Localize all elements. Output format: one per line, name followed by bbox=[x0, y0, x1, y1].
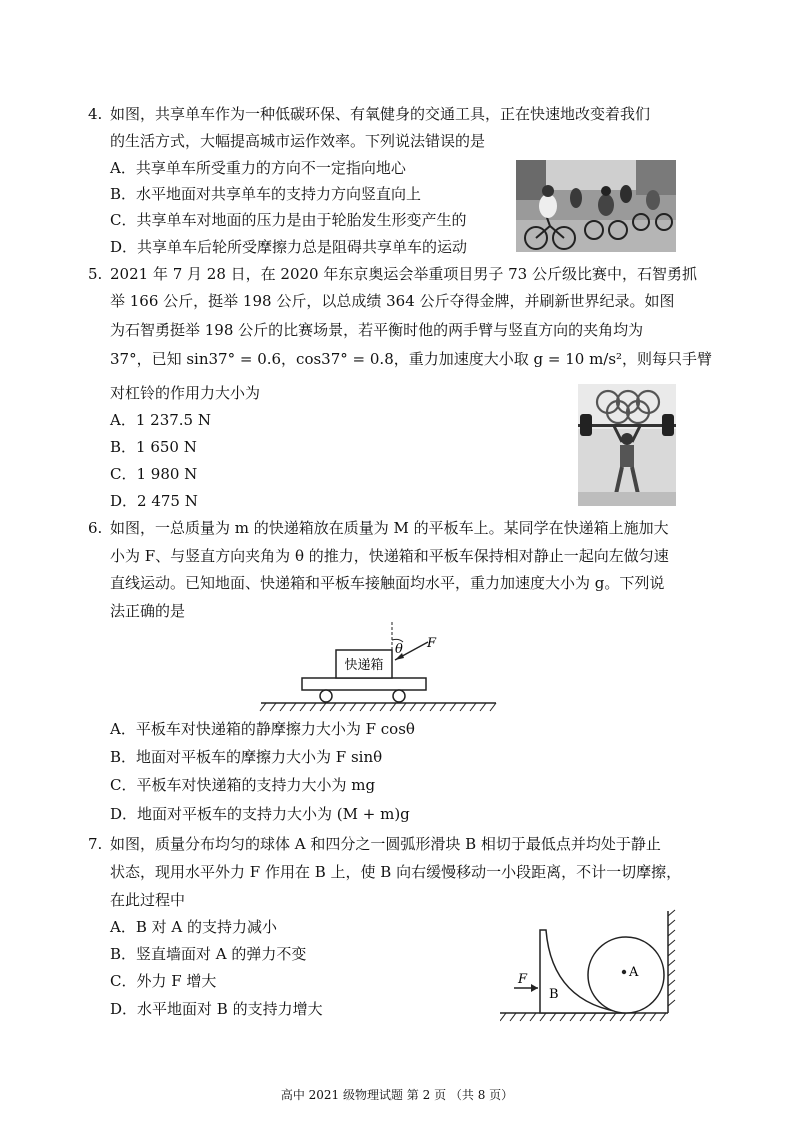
q7-stem-line-2: 状态，现用水平外力 F 作用在 B 上，使 B 向右缓慢移动一小段距离，不计一切摩擦， bbox=[110, 863, 682, 881]
q5-option-d: D．2 475 N bbox=[110, 492, 198, 510]
q6-option-d: D．地面对平板车的支持力大小为 (M + m)g bbox=[110, 805, 410, 823]
q6-stem-line-4: 法正确的是 bbox=[110, 602, 186, 620]
cart-wheel-left bbox=[320, 690, 332, 702]
force-f-label: F bbox=[427, 636, 437, 651]
parcel-box-label: 快递箱 bbox=[344, 658, 384, 673]
q6-number: 6. bbox=[88, 519, 103, 537]
q7-stem-line-1: 如图，质量分布均匀的球体 A 和四分之一圆弧形滑块 B 相切于最低点并均处于静止 bbox=[110, 835, 661, 853]
q5-stem-line-5: 对杠铃的作用力大小为 bbox=[110, 384, 261, 402]
q5-option-c: C．1 980 N bbox=[110, 465, 198, 483]
q5-stem-line-4: 37°，已知 sin37° = 0.6，cos37° = 0.8，重力加速度大小取 g = 10 m/s²，则每只手臂 bbox=[110, 350, 713, 368]
q6-option-c: C．平板车对快递箱的支持力大小为 mg bbox=[110, 776, 376, 794]
q4-option-b: B．水平地面对共享单车的支持力方向竖直向上 bbox=[110, 185, 422, 203]
q4-option-d: D．共享单车后轮所受摩擦力总是阻碍共享单车的运动 bbox=[110, 238, 468, 256]
angle-theta-label: θ bbox=[395, 642, 403, 657]
q4-option-c: C．共享单车对地面的压力是由于轮胎发生形变产生的 bbox=[110, 211, 467, 229]
block-b-label: B bbox=[549, 987, 559, 1002]
q7-option-d: D．水平地面对 B 的支持力增大 bbox=[110, 1000, 323, 1018]
q6-option-b: B．地面对平板车的摩擦力大小为 F sinθ bbox=[110, 748, 383, 766]
q7-stem-line-3: 在此过程中 bbox=[110, 891, 186, 909]
q5-option-b: B．1 650 N bbox=[110, 438, 197, 456]
q7-option-a: A．B 对 A 的支持力减小 bbox=[110, 918, 277, 936]
q7-option-b: B．竖直墙面对 A 的弹力不变 bbox=[110, 945, 307, 963]
q6-stem-line-1: 如图，一总质量为 m 的快递箱放在质量为 M 的平板车上。某同学在快递箱上施加大 bbox=[110, 519, 669, 537]
page-footer: 高中 2021 级物理试题 第 2 页 （共 8 页） bbox=[280, 1088, 514, 1102]
q4-stem-line-1: 如图，共享单车作为一种低碳环保、有氧健身的交通工具，正在快速地改变着我们 bbox=[110, 105, 651, 123]
q5-stem-line-1: 2021 年 7 月 28 日，在 2020 年东京奥运会举重项目男子 73 公斤级比赛中，石智勇抓 bbox=[110, 265, 697, 283]
q4-stem-line-2: 的生活方式，大幅提高城市运作效率。下列说法错误的是 bbox=[110, 132, 486, 150]
bike-sharing-photo bbox=[516, 160, 676, 252]
cart-diagram bbox=[256, 616, 506, 716]
q6-stem-line-3: 直线运动。已知地面、快递箱和平板车接触面均水平，重力加速度大小为 g。下列说 bbox=[110, 574, 665, 592]
sphere-block-diagram bbox=[500, 908, 680, 1028]
weightlifting-photo bbox=[578, 384, 676, 506]
q6-option-a: A．平板车对快递箱的静摩擦力大小为 F cosθ bbox=[110, 720, 415, 738]
q6-stem-line-2: 小为 F、与竖直方向夹角为 θ 的推力，快递箱和平板车保持相对静止一起向左做匀速 bbox=[110, 547, 669, 565]
q7-option-c: C．外力 F 增大 bbox=[110, 972, 217, 990]
q4-option-a: A．共享单车所受重力的方向不一定指向地心 bbox=[110, 159, 406, 177]
force-f-label-q7: F bbox=[518, 972, 528, 987]
cart-wheel-right bbox=[393, 690, 405, 702]
q5-stem-line-2: 举 166 公斤，挺举 198 公斤，以总成绩 364 公斤夺得金牌，并刷新世界纪录。如图 bbox=[110, 292, 675, 310]
q5-stem-line-3: 为石智勇挺举 198 公斤的比赛场景，若平衡时他的两手臂与竖直方向的夹角均为 bbox=[110, 321, 644, 339]
q5-option-a: A．1 237.5 N bbox=[110, 411, 211, 429]
q7-number: 7. bbox=[88, 835, 103, 853]
sphere-a bbox=[588, 937, 664, 1013]
q5-number: 5. bbox=[88, 265, 103, 283]
sphere-a-label: A bbox=[629, 965, 639, 980]
q4-number: 4. bbox=[88, 105, 103, 123]
